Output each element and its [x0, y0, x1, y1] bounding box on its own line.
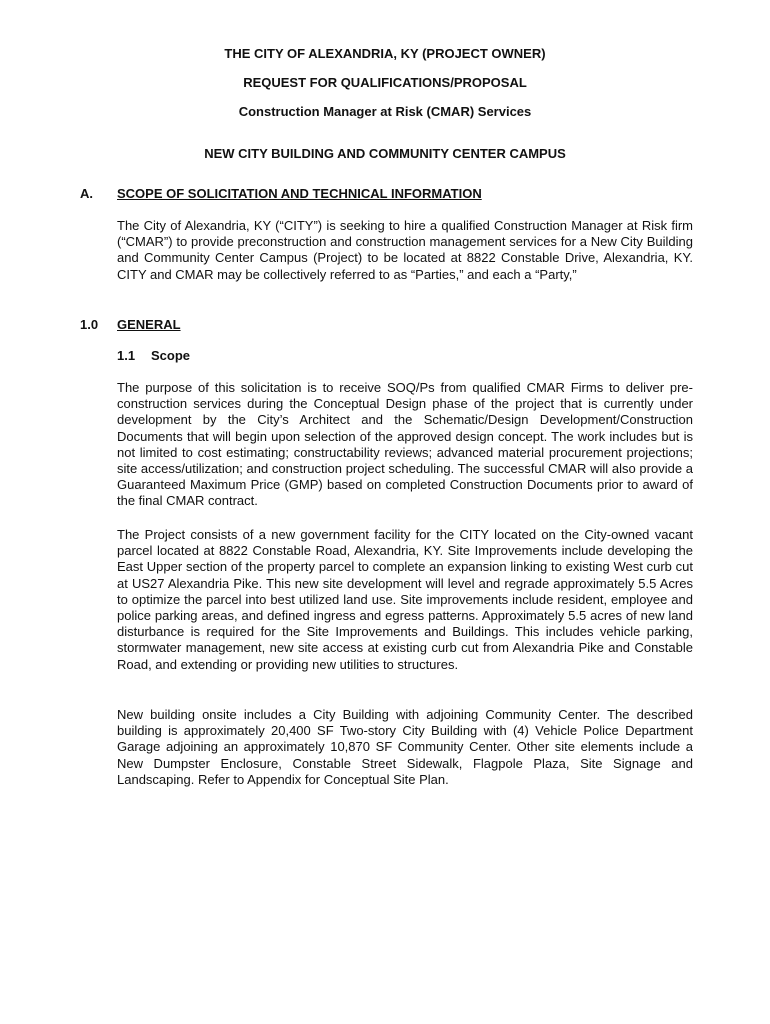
scope-paragraph-project: The Project consists of a new government facility for the CITY located on the City-owned vacant parcel located at 8822 Constable Road, Alexandria, KY. Site Improvements include developing the East Upper section of the property parcel to complete an expansion linking to existing West curb cut at US27 Alexandria Pike. This new site development will level and regrade approximately 5.5 Acres to optimize the parcel into best utilized land use. Site improvements include resident, employee and police parking areas, and defined ingress and egress patterns. Approximately 5.5 acres of new land disturbance is required for the Site Improvements and Buildings. This includes vehicle parking, stormwater management, new site access at existing curb cut from Alexandria Pike and Constable Road, and extending or providing new utilities to structures. [117, 527, 693, 672]
section-a-number: A. [80, 186, 93, 201]
header-project-owner: THE CITY OF ALEXANDRIA, KY (PROJECT OWNER) [224, 46, 546, 61]
header-request-type: REQUEST FOR QUALIFICATIONS/PROPOSAL [243, 75, 527, 90]
section-1-title: GENERAL [117, 317, 181, 332]
scope-paragraph-building: New building onsite includes a City Building with adjoining Community Center. The described building is approximately 20,400 SF Two-story City Building with (4) Vehicle Police Department Garage adjoining an approximately 10,870 SF Community Center. Other site elements include a New Dumpster Enclosure, Constable Street Sidewalk, Flagpole Plaza, Site Signage and Landscaping. Refer to Appendix for Conceptual Site Plan. [117, 707, 693, 787]
header-services: Construction Manager at Risk (CMAR) Services [238, 104, 532, 119]
section-a-title: SCOPE OF SOLICITATION AND TECHNICAL INFORMATION [117, 186, 482, 201]
section-a-paragraph: The City of Alexandria, KY (“CITY”) is seeking to hire a qualified Construction Manager at Risk firm (“CMAR”) to provide preconstruction and construction management services for a New City Building and Community Center Campus (Project) to be located at 8822 Constable Drive, Alexandria, KY. CITY and CMAR may be collectively referred to as “Parties,” and each a “Party,” [117, 218, 693, 282]
subsection-1-1-title: Scope [151, 348, 191, 363]
section-1-number: 1.0 [80, 317, 99, 332]
subsection-1-1-number: 1.1 [117, 348, 136, 363]
header-project-name: NEW CITY BUILDING AND COMMUNITY CENTER CAMPUS [204, 146, 566, 161]
scope-paragraph-purpose: The purpose of this solicitation is to receive SOQ/Ps from qualified CMAR Firms to deliver pre-construction services during the Conceptual Design phase of the project that is currently under development by the City’s Architect and the Schematic/Design Development/Construction Documents that will begin upon selection of the approved design concept. The work includes but is not limited to cost estimating; constructability reviews; advanced material procurement projections; site access/utilization; and construction project scheduling. The successful CMAR will also provide a Guaranteed Maximum Price (GMP) based on completed Construction Documents prior to award of the final CMAR contract. [117, 380, 693, 509]
